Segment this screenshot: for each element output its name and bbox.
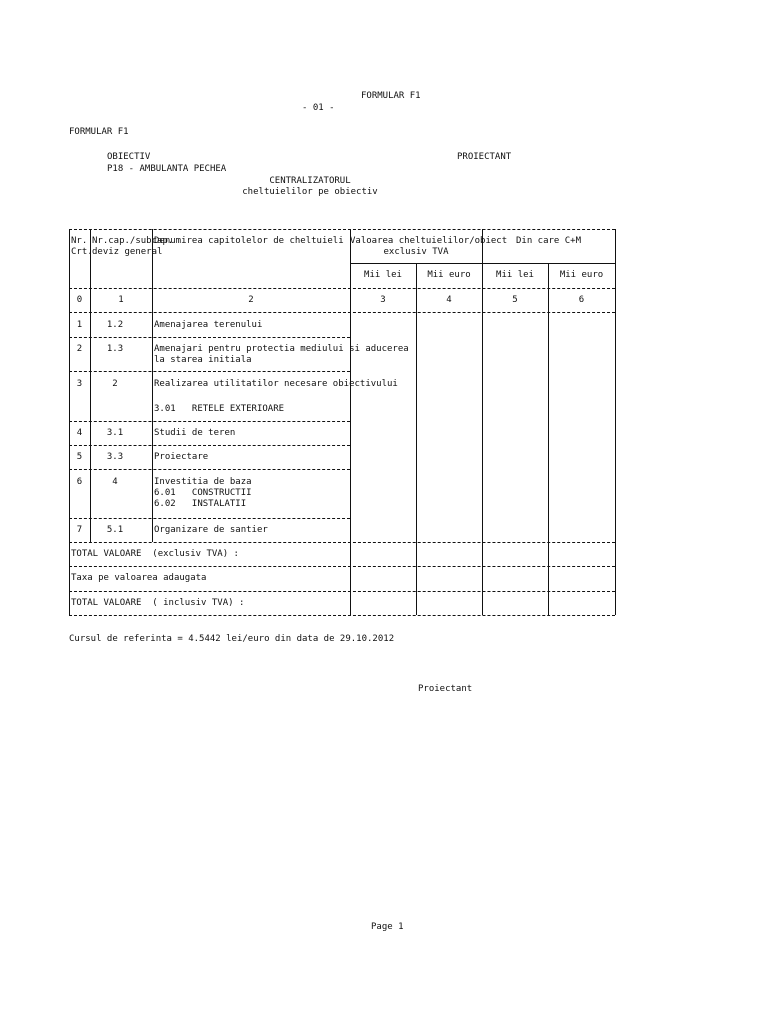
objective-label: OBIECTIV [107, 152, 151, 162]
head-mii-lei: Mii lei [364, 270, 402, 280]
summary-subtitle: cheltuielilor pe obiectiv [242, 187, 378, 197]
row-name: Organizare de santier [154, 525, 268, 535]
row-rule [69, 518, 350, 519]
row-name: Proiectare [154, 452, 209, 462]
form-title: FORMULAR F1 [361, 91, 421, 101]
head-deviz: deviz general [92, 247, 163, 257]
index-cell: 6 [578, 295, 585, 305]
row-name: Realizarea utilitatilor necesare obiectivului [154, 379, 398, 389]
body-bottom-rule [69, 542, 615, 543]
row-cap: 2 [112, 379, 118, 389]
index-cell: 5 [512, 295, 518, 305]
head-mii-euro: Mii euro [559, 270, 604, 280]
row-nr: 3 [76, 379, 83, 389]
head-cm: Din care C+M [515, 236, 582, 246]
form-label: FORMULAR F1 [69, 127, 129, 137]
col-rule [69, 229, 70, 615]
row-cap: 5.1 [106, 525, 124, 535]
row-rule [69, 337, 350, 338]
index-cell: 3 [380, 295, 386, 305]
row-name: Studii de teren [154, 428, 236, 438]
row-cap: 3.1 [106, 428, 124, 438]
row-cap: 1.2 [106, 320, 124, 330]
col-rule [350, 229, 351, 615]
row-rule [69, 421, 350, 422]
head-mii-euro: Mii euro [427, 270, 471, 280]
row-name: Investitia de baza [154, 477, 252, 487]
index-cell: 4 [446, 295, 452, 305]
head-crt: Crt. [71, 247, 93, 257]
signature-label: Proiectant [418, 684, 473, 694]
index-row-rule [69, 312, 615, 313]
row-nr: 1 [76, 320, 83, 330]
col-rule [482, 229, 483, 615]
header-bottom-rule [69, 288, 615, 289]
row-subitem: 6.01 CONSTRUCTII [154, 488, 252, 498]
exchange-rate-note: Cursul de referinta = 4.5442 lei/euro din data de 29.10.2012 [69, 634, 395, 644]
row-nr: 7 [76, 525, 83, 535]
tva-rule [69, 591, 615, 592]
head-value-tva: exclusiv TVA [383, 247, 449, 257]
total-incl-label: TOTAL VALOARE ( inclusiv TVA) : [71, 598, 245, 608]
row-cap: 3.3 [106, 452, 124, 462]
page-marker: - 01 - [302, 103, 335, 113]
table-top-rule [69, 229, 615, 230]
index-cell: 0 [76, 295, 83, 305]
index-cell: 1 [118, 295, 124, 305]
designer-label: PROIECTANT [457, 152, 512, 162]
page-number: Page 1 [371, 922, 404, 932]
row-rule [69, 445, 350, 446]
objective-name: P18 - AMBULANTA PECHEA [107, 164, 227, 174]
row-subitem: 6.02 INSTALATII [154, 499, 247, 509]
row-name-cont: la starea initiala [154, 355, 252, 365]
index-cell: 2 [248, 295, 254, 305]
row-name: Amenajari pentru protectia mediului si aducerea [154, 344, 409, 354]
row-nr: 5 [76, 452, 83, 462]
table-bottom-rule [69, 615, 615, 616]
row-subitem: 3.01 RETELE EXTERIOARE [154, 404, 285, 414]
row-cap: 4 [112, 477, 118, 487]
row-nr: 2 [76, 344, 83, 354]
total-excl-label: TOTAL VALOARE (exclusiv TVA) : [71, 549, 239, 559]
head-value: Valoarea cheltuielilor/obiect [350, 236, 508, 246]
head-cap: Nr.cap./subcap. [92, 236, 174, 246]
row-name: Amenajarea terenului [154, 320, 263, 330]
col-rule [152, 229, 153, 542]
head-name: Denumirea capitolelor de cheltuieli [154, 236, 344, 246]
col-rule [615, 229, 616, 615]
total-rule [69, 566, 615, 567]
row-nr: 4 [76, 428, 83, 438]
tva-label: Taxa pe valoarea adaugata [71, 573, 207, 583]
summary-title: CENTRALIZATORUL [269, 176, 351, 186]
col-rule [416, 263, 417, 615]
col-rule [548, 263, 549, 615]
row-nr: 6 [76, 477, 83, 487]
head-mii-lei: Mii lei [496, 270, 534, 280]
row-rule [69, 371, 350, 372]
head-nr: Nr. [71, 236, 88, 246]
row-rule [69, 469, 350, 470]
row-cap: 1.3 [106, 344, 124, 354]
